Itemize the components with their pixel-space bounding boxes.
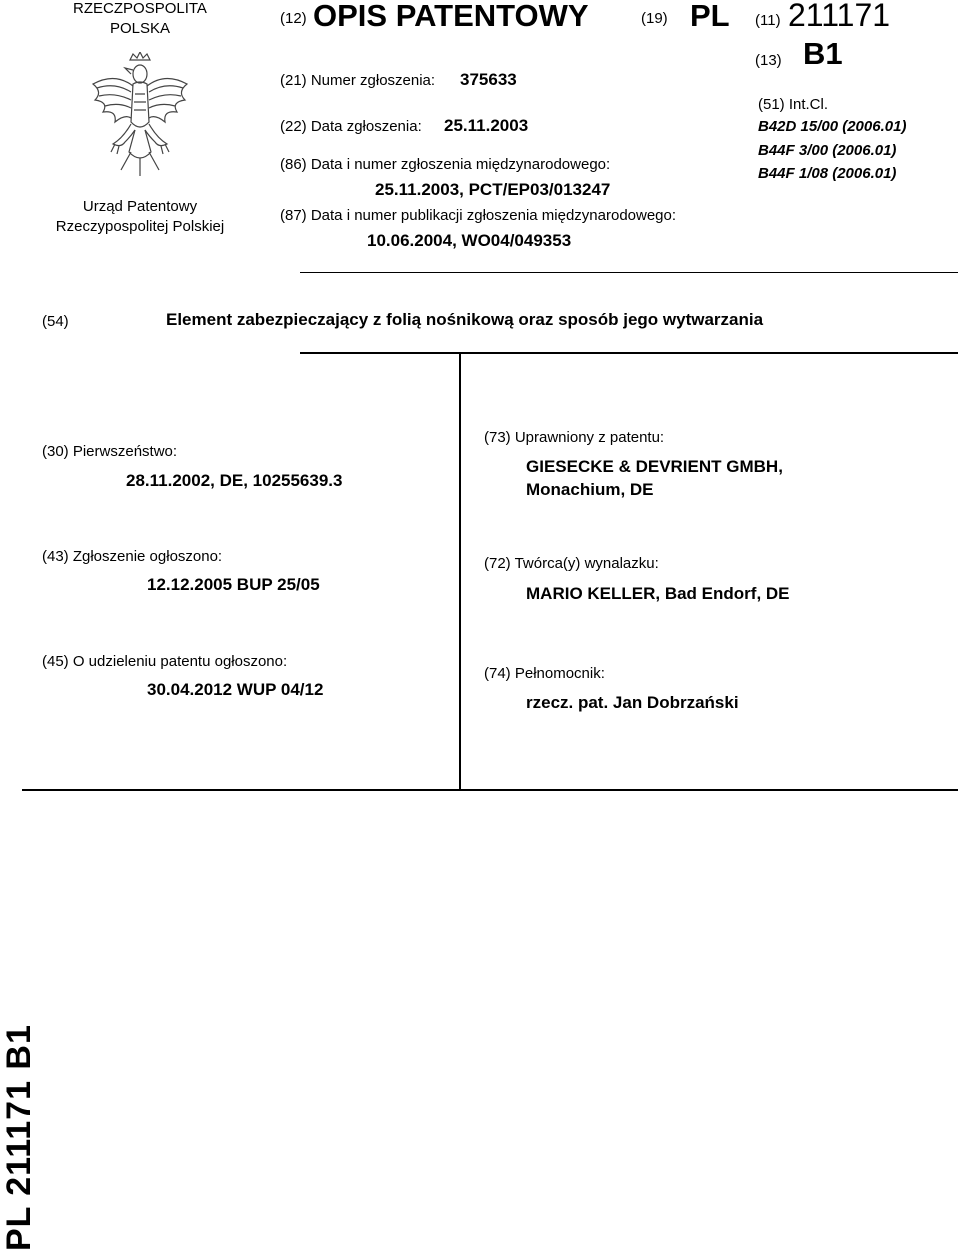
field-72-label: (72) Twórca(y) wynalazku: <box>484 555 659 572</box>
doc-type-title: OPIS PATENTOWY <box>313 0 589 33</box>
field-74-label: (74) Pełnomocnik: <box>484 665 605 682</box>
code-19: (19) <box>641 10 668 27</box>
field-45-value: 30.04.2012 WUP 04/12 <box>147 680 324 699</box>
code-11: (11) <box>755 12 781 29</box>
int-cl-code-2: B44F 3/00 (2006.01) <box>758 142 897 159</box>
divider-bottom <box>22 789 958 791</box>
field-30-value: 28.11.2002, DE, 10255639.3 <box>126 471 343 490</box>
field-22-value: 25.11.2003 <box>444 116 529 135</box>
field-86-value: 25.11.2003, PCT/EP03/013247 <box>375 180 611 199</box>
field-45-label: (45) O udzieleniu patentu ogłoszono: <box>42 653 288 670</box>
kind-code: B1 <box>803 36 843 71</box>
patent-number: 211171 <box>788 0 891 33</box>
code-54: (54) <box>42 313 69 330</box>
field-73-value-1: GIESECKE & DEVRIENT GMBH, <box>526 457 783 476</box>
divider-top <box>300 272 958 273</box>
field-73-label: (73) Uprawniony z patentu: <box>484 429 665 446</box>
code-12: (12) <box>280 10 307 27</box>
field-87-value: 10.06.2004, WO04/049353 <box>367 231 572 250</box>
spine-publication-number: PL 211171 B1 <box>0 1024 38 1251</box>
field-74-value: rzecz. pat. Jan Dobrzański <box>526 693 739 712</box>
divider-title <box>300 352 958 354</box>
int-cl-code-1: B42D 15/00 (2006.01) <box>758 118 907 135</box>
field-87-label: (87) Data i numer publikacji zgłoszenia międzynarodowego: <box>280 207 677 224</box>
column-divider <box>459 352 461 790</box>
field-22-label: (22) Data zgłoszenia: <box>280 118 422 135</box>
field-43-label: (43) Zgłoszenie ogłoszono: <box>42 548 223 565</box>
office-country-line1: RZECZPOSPOLITA <box>73 0 207 17</box>
int-cl-code-3: B44F 1/08 (2006.01) <box>758 165 897 182</box>
code-13: (13) <box>755 52 782 69</box>
polish-eagle-emblem <box>85 52 195 182</box>
field-43-value: 12.12.2005 BUP 25/05 <box>147 575 320 594</box>
field-21-value: 375633 <box>460 70 517 89</box>
invention-title: Element zabezpieczający z folią nośnikową oraz sposób jego wytwarzania <box>166 310 764 329</box>
int-cl-label: (51) Int.Cl. <box>758 96 829 113</box>
field-86-label: (86) Data i numer zgłoszenia międzynarodowego: <box>280 156 611 173</box>
office-name-line2: Rzeczypospolitej Polskiej <box>55 218 225 235</box>
office-country-line2: POLSKA <box>109 20 171 37</box>
country-code: PL <box>690 0 730 33</box>
office-name-line1: Urząd Patentowy <box>82 198 198 215</box>
field-72-value: MARIO KELLER, Bad Endorf, DE <box>526 584 790 603</box>
field-21-label: (21) Numer zgłoszenia: <box>280 72 436 89</box>
field-30-label: (30) Pierwszeństwo: <box>42 443 178 460</box>
field-73-value-2: Monachium, DE <box>526 480 654 499</box>
